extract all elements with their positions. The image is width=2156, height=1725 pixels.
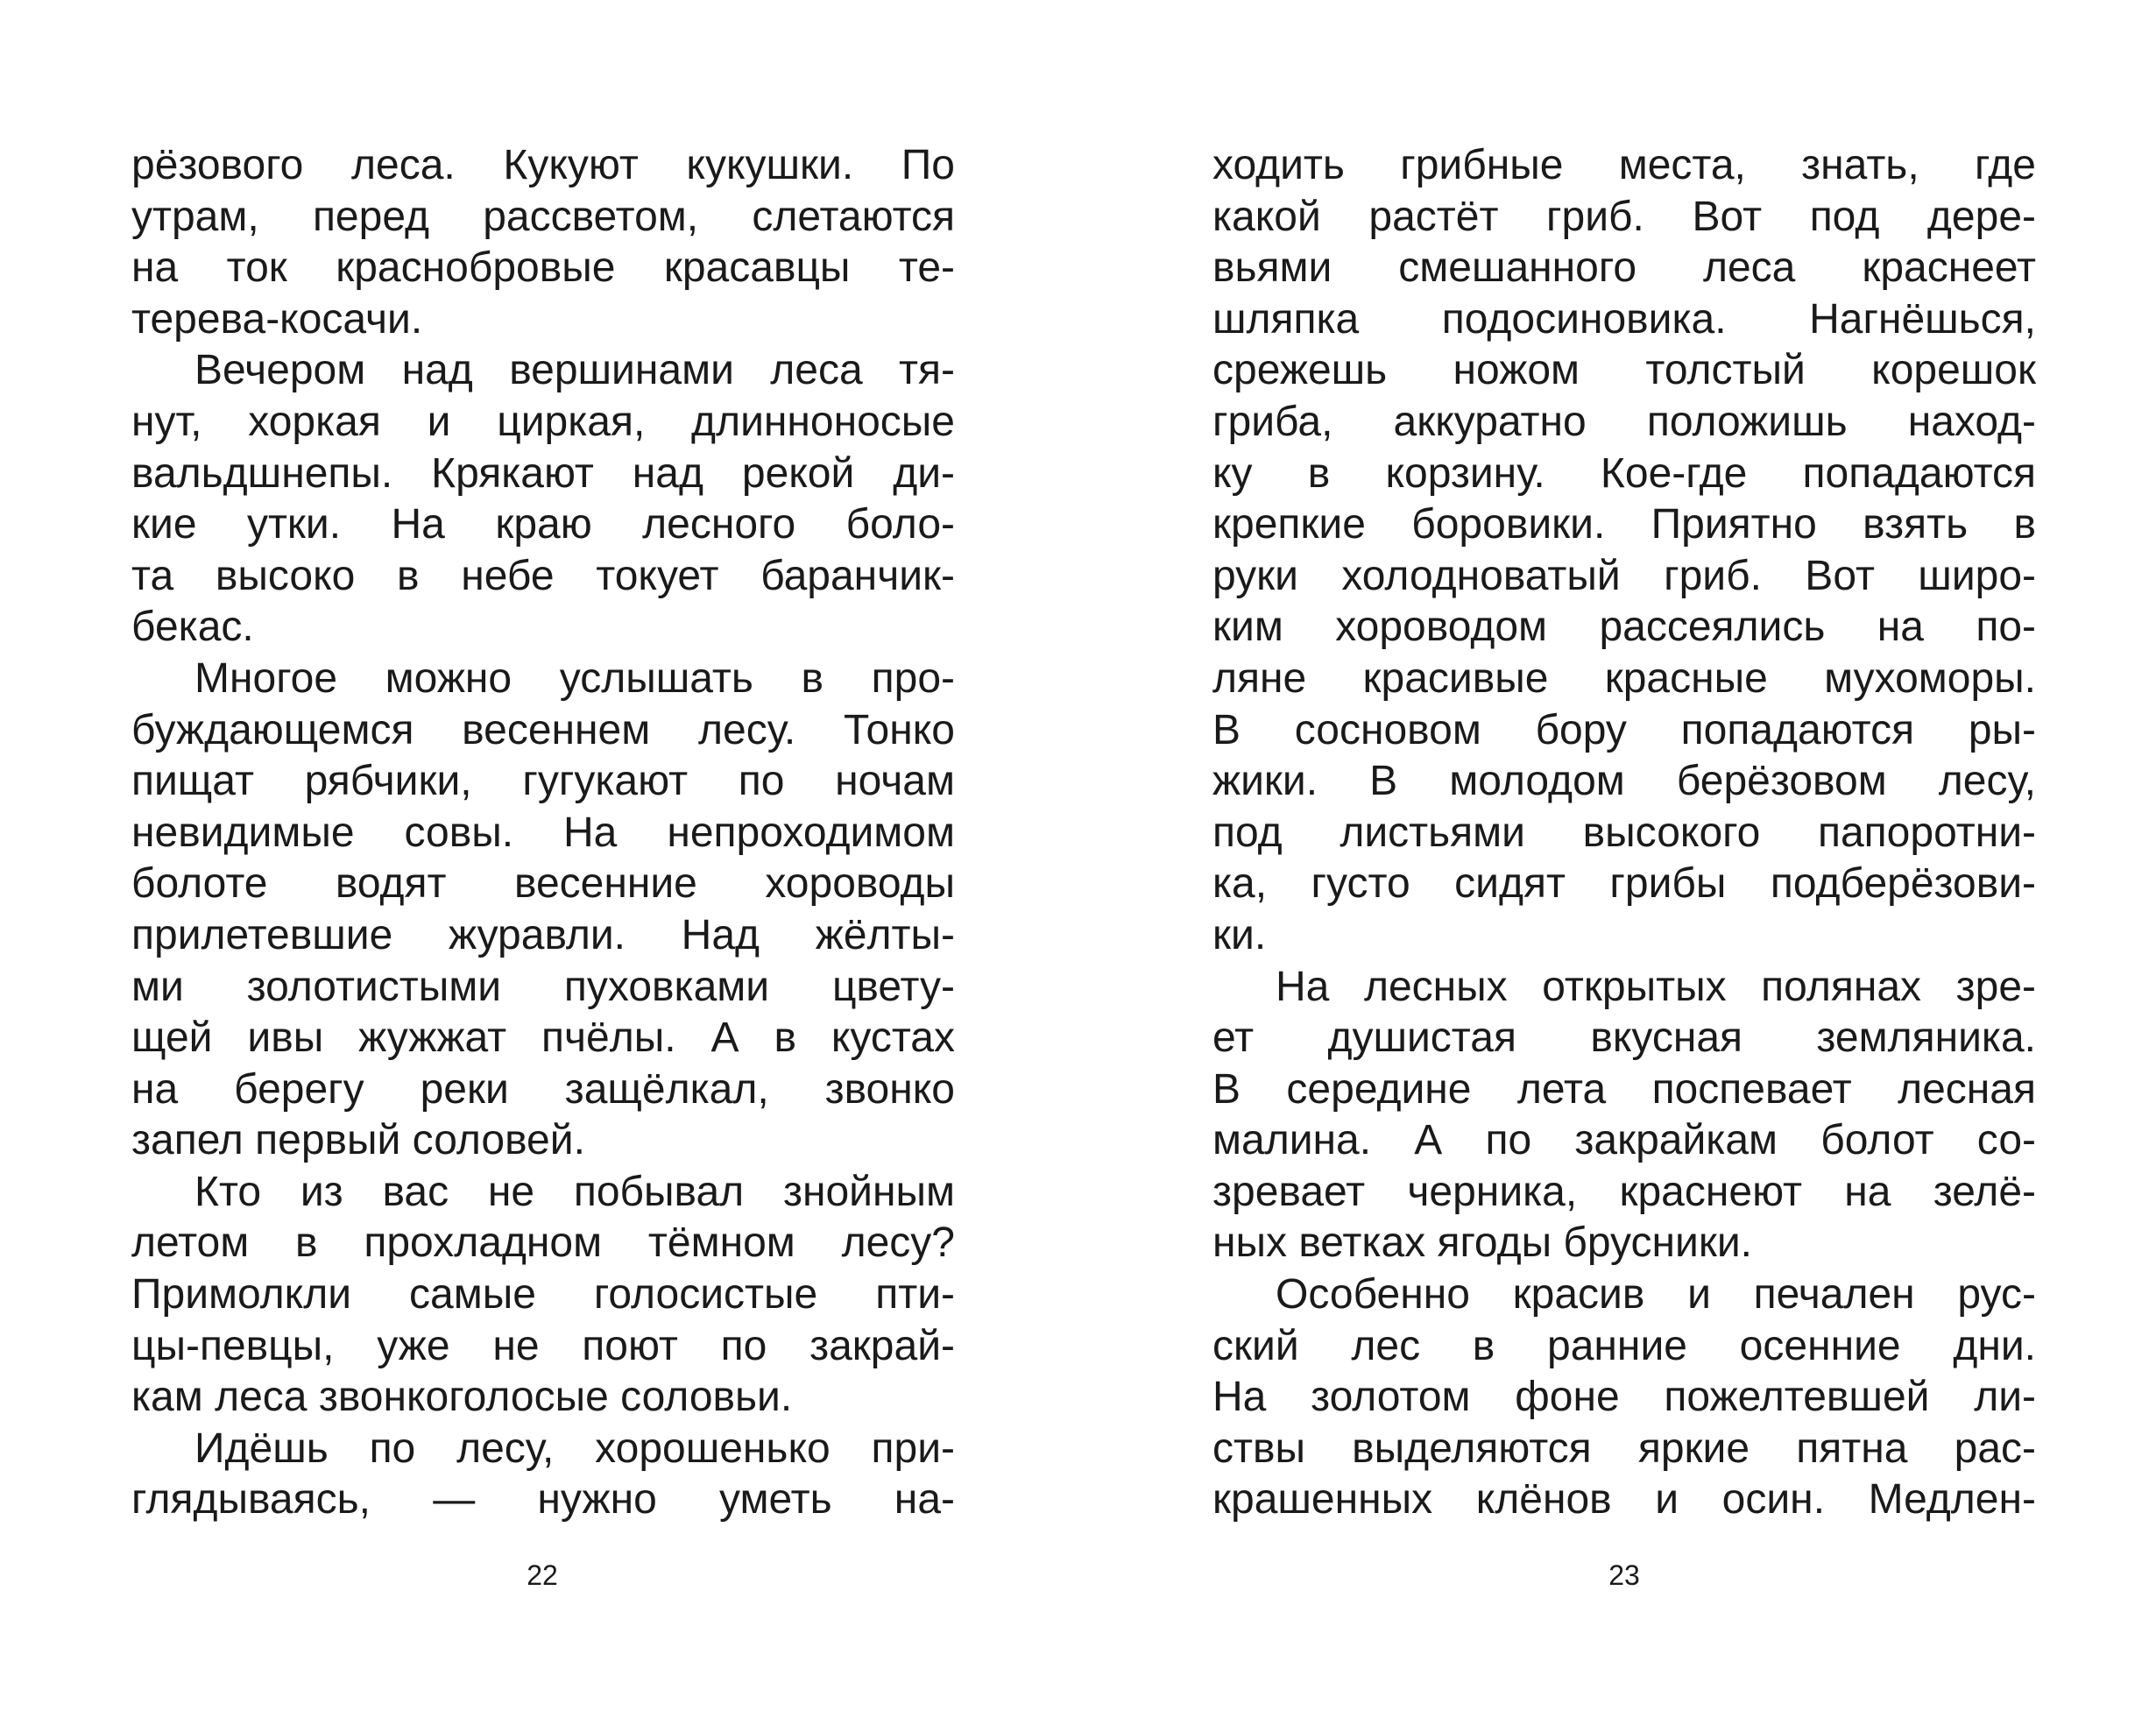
text-line: ляне красивые красные мухоморы. (1212, 654, 2036, 702)
text-line: какой растёт гриб. Вот под дере- (1212, 193, 2036, 240)
text-line: кам леса звонкоголосые соловьи. (131, 1374, 793, 1421)
text-line: на ток краснобровые красавцы те- (131, 244, 955, 292)
text-line: рёзового леса. Кукуют кукушки. По (131, 142, 955, 188)
text-line: болоте водят весенние хороводы (131, 860, 955, 908)
text-line: бекас. (131, 604, 254, 651)
page-number: 23 (1608, 1559, 1640, 1591)
text-line: буждающемся весеннем лесу. Тонко (131, 706, 955, 753)
left-page-text (131, 140, 955, 1526)
text-line: ский лес в ранние осенние дни. (1212, 1322, 2036, 1369)
text-line: ет душистая вкусная земляника. (1212, 1014, 2036, 1062)
text-line: гриба, аккуратно положишь наход- (1212, 398, 2036, 445)
text-line: нут, хоркая и циркая, длинноносые (131, 398, 955, 445)
text-line: ходить грибные места, знать, где (1212, 142, 2036, 188)
text-line: жики. В молодом берёзовом лесу, (1212, 758, 2036, 805)
text-line: зревает черника, краснеют на зелё- (1212, 1168, 2036, 1215)
text-line: пищат рябчики, гугукают по ночам (131, 758, 955, 805)
text-line: ким хороводом рассеялись на по- (1212, 604, 2036, 651)
text-line: шляпка подосиновика. Нагнёшься, (1212, 295, 2036, 343)
text-line: Кто из вас не побывал знойным (194, 1168, 955, 1215)
right-page-text (1212, 140, 2036, 1526)
page-number: 22 (527, 1559, 558, 1591)
text-line: глядываясь, — нужно уметь на- (131, 1476, 955, 1524)
text-line: крашенных клёнов и осин. Медлен- (1212, 1476, 2036, 1524)
text-line: крепкие боровики. Приятно взять в (1212, 501, 2036, 548)
text-line: руки холодноватый гриб. Вот широ- (1212, 552, 2036, 599)
text-line: кие утки. На краю лесного боло- (131, 501, 955, 548)
text-line: В середине лета поспевает лесная (1212, 1065, 2036, 1113)
text-line: ных ветках ягоды брусники. (1212, 1220, 1752, 1267)
text-line: Многое можно услышать в про- (194, 654, 955, 702)
text-line: На золотом фоне пожелтевшей ли- (1212, 1374, 2036, 1421)
text-line: ствы выделяются яркие пятна рас- (1212, 1425, 2036, 1472)
text-line: на берегу реки защёлкал, звонко (131, 1065, 955, 1113)
text-line: ки. (1212, 911, 1267, 958)
text-line: малина. А по закрайкам болот со- (1212, 1117, 2036, 1164)
text-line: Вечером над вершинами леса тя- (194, 347, 955, 394)
text-line: Особенно красив и печален рус- (1276, 1271, 2036, 1318)
text-line: Примолкли самые голосистые пти- (131, 1271, 955, 1318)
text-line: невидимые совы. На непроходимом (131, 809, 955, 856)
text-line: терева-косачи. (131, 295, 423, 343)
text-line: летом в прохладном тёмном лесу? (131, 1220, 955, 1267)
text-line: срежешь ножом толстый корешок (1212, 347, 2036, 394)
text-line: ку в корзину. Кое-где попадаются (1212, 449, 2036, 497)
text-line: цы-певцы, уже не поют по закрай- (131, 1322, 955, 1369)
text-line: На лесных открытых полянах зре- (1276, 963, 2036, 1010)
text-line: вьями смешанного леса краснеет (1212, 244, 2036, 292)
text-line: Идёшь по лесу, хорошенько при- (194, 1425, 955, 1472)
text-line: ми золотистыми пуховками цвету- (131, 963, 955, 1010)
text-line: В сосновом бору попадаются ры- (1212, 706, 2036, 753)
text-line: вальдшнепы. Крякают над рекой ди- (131, 449, 955, 497)
text-line: прилетевшие журавли. Над жёлты- (131, 911, 955, 958)
text-line: утрам, перед рассветом, слетаются (131, 193, 955, 240)
text-line: под листьями высокого папоротни- (1212, 809, 2036, 856)
text-line: та высоко в небе токует баранчик- (131, 552, 955, 599)
text-line: щей ивы жужжат пчёлы. А в кустах (131, 1014, 955, 1062)
text-line: ка, густо сидят грибы подберёзови- (1212, 860, 2036, 908)
text-line: запел первый соловей. (131, 1117, 585, 1164)
